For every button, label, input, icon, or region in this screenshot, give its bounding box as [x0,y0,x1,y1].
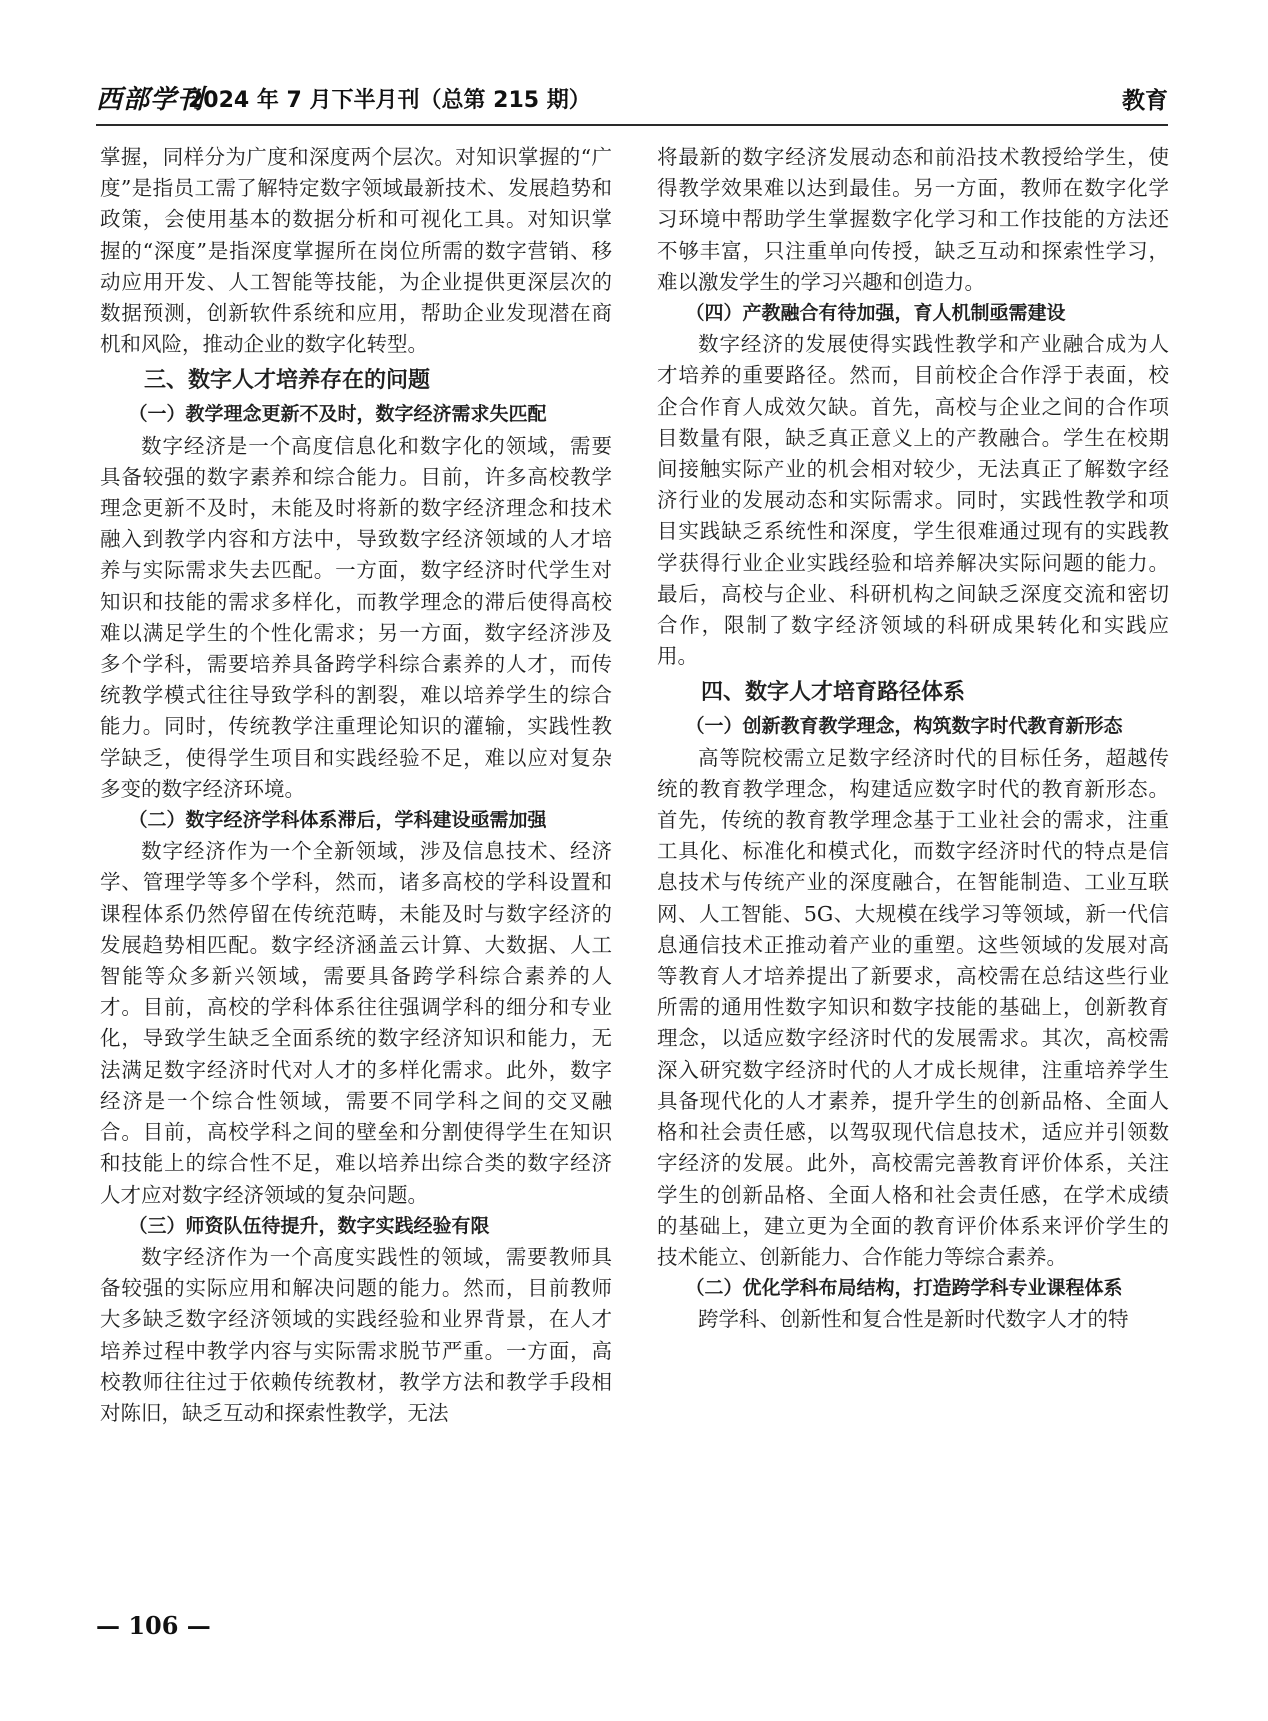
paragraph: 数字经济的发展使得实践性教学和产业融合成为人才培养的重要路径。然而，目前校企合作浮于表面，校企合作育人成效欠缺。首先，高校与企业之间的合作项目数量有限，缺乏真正意义上的产教融合。学生在校期间接触实际产业的机会相对较少，无法真正了解数字经济行业的发展动态和实际需求。同时，实践性教学和项目实践缺乏系统性和深度，学生很难通过现有的实践教学获得行业企业实践经验和培养解决实际问题的能力。最后，高校与企业、科研机构之间缺乏深度交流和密切合作，限制了数字经济领域的科研成果转化和实践应用。 [657,332,1169,669]
section-heading: 三、数字人才培养存在的问题 [144,368,431,394]
paragraph: 将最新的数字经济发展动态和前沿技术教授给学生，使得教学效果难以达到最佳。另一方面，教师在数字化学习环境中帮助学生掌握数字化学习和工作技能的方法还不够丰富，只注重单向传授，缺乏互动和探索性学习，难以激发学生的学习兴趣和创造力。 [657,145,1169,294]
subsection-heading: （一）教学理念更新不及时，数字经济需求失匹配 [128,403,547,426]
paragraph: 数字经济是一个高度信息化和数字化的领域，需要具备较强的数字素养和综合能力。目前，许多高校教学理念更新不及时，未能及时将新的数字经济理念和技术融入到教学内容和方法中，导致数字经济领域的人才培养与实际需求失去匹配。一方面，数字经济时代学生对知识和技能的需求多样化，而教学理念的滞后使得高校难以满足学生的个性化需求；另一方面，数字经济涉及多个学科，需要培养具备跨学科综合素养的人才，而传统教学模式往往导致学科的割裂，难以培养学生的综合能力。同时，传统教学注重理论知识的灌输，实践性教学缺乏，使得学生项目和实践经验不足，难以应对复杂多变的数字经济环境。 [100,433,612,801]
subsection-heading: （四）产教融合有待加强，育人机制亟需建设 [685,302,1066,325]
section-heading: 四、数字人才培育路径体系 [701,680,966,706]
paragraph: 高等院校需立足数字经济时代的目标任务，超越传统的教育教学理念，构建适应数字时代的教育新形态。首先，传统的教育教学理念基于工业社会的需求，注重工具化、标准化和模式化，而数字经济时代的特点是信息技术与传统产业的深度融合，在智能制造、工业互联网、人工智能、5G、大规模在线学习等领域，新一代信息通信技术正推动着产业的重塑。这些领域的发展对高等教育人才培养提出了新要求，高校需在总结这些行业所需的通用性数字知识和数字技能的基础上，创新教育理念，以适应数字经济时代的发展需求。其次，高校需深入研究数字经济时代的人才成长规律，注重培养学生具备现代化的人才素养，提升学生的创新品格、全面人格和社会责任感，以驾驭现代信息技术，适应并引领数字经济的发展。此外，高校需完善教育评价体系，关注学生的创新品格、全面人格和社会责任感，在学术成绩的基础上，建立更为全面的教育评价体系来评价学生的技术能立、创新能力、合作能力等综合素养。 [657,745,1169,1269]
page-header [96,84,1168,120]
paragraph: 掌握，同样分为广度和深度两个层次。对知识掌握的“广度”是指员工需了解特定数字领域最新技术、发展趋势和政策，会使用基本的数据分析和可视化工具。对知识掌握的“深度”是指深度掌握所在岗位所需的数字营销、移动应用开发、人工智能等技能，为企业提供更深层次的数据预测，创新软件系统和应用，帮助企业发现潜在商机和风险，推动企业的数字化转型。 [100,145,612,357]
paragraph: 数字经济作为一个高度实践性的领域，需要教师具备较强的实际应用和解决问题的能力。然而，目前教师大多缺乏数字经济领域的实践经验和业界背景，在人才培养过程中教学内容与实际需求脱节严重。一方面，高校教师往往过于依赖传统教材，教学方法和教学手段相对陈旧，缺乏互动和探索性教学，无法 [100,1244,612,1425]
paragraph: 跨学科、创新性和复合性是新时代数字人才的特 [698,1307,1129,1332]
page-number: — 106 — [96,1611,211,1640]
subsection-heading: （三）师资队伍待提升，数字实践经验有限 [128,1214,490,1237]
subsection-heading: （二）数字经济学科体系滞后，学科建设亟需加强 [128,809,547,832]
header-rule [96,124,1168,126]
section-label: 教育 [1122,88,1168,114]
subsection-heading: （二）优化学科布局结构，打造跨学科专业课程体系 [685,1277,1123,1300]
right-column [657,142,1169,1336]
subsection-heading: （一）创新教育教学理念，构筑数字时代教育新形态 [685,715,1123,738]
paragraph: 数字经济作为一个全新领域，涉及信息技术、经济学、管理学等多个学科，然而，诸多高校的学科设置和课程体系仍然停留在传统范畴，未能及时与数字经济的发展趋势相匹配。数字经济涵盖云计算、大数据、人工智能等众多新兴领域，需要具备跨学科综合素养的人才。目前，高校的学科体系往往强调学科的细分和专业化，导致学生缺乏全面系统的数字经济知识和能力，无法满足数字经济时代对人才的多样化需求。此外，数字经济是一个综合性领域，需要不同学科之间的交叉融合。目前，高校学科之间的壁垒和分割使得学生在知识和技能上的综合性不足，难以培养出综合类的数字经济人才应对数字经济领域的复杂问题。 [100,839,612,1207]
journal-logo: 西部学刊 [96,85,205,115]
issue-label: 2024 年 7 月下半月刊（总第 215 期） [188,88,591,113]
left-column [100,142,612,1429]
